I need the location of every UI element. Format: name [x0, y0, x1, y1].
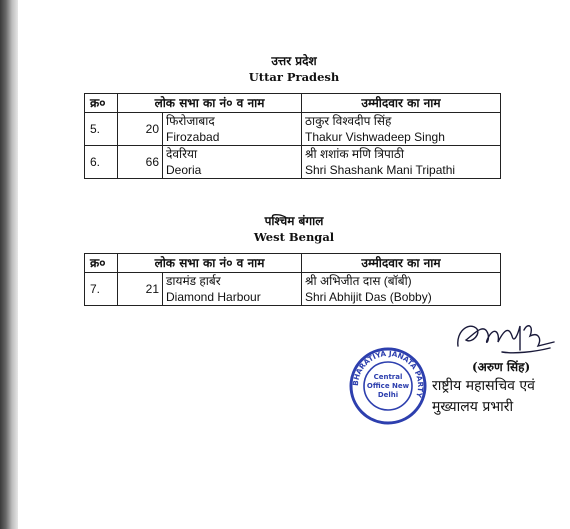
row-candidate-name: [302, 113, 501, 146]
table-header-row: [85, 254, 501, 273]
candidate-table-west-bengal: [84, 253, 501, 306]
row-candidate-name: [302, 146, 501, 179]
section-title-west-bengal-en: West Bengal: [253, 230, 335, 244]
candidate-name-en: Shri Shashank Mani Tripathi: [305, 163, 456, 177]
section-title-uttar-pradesh-hi: उत्तर प्रदेश: [271, 54, 317, 68]
seal-outer-text: BHARATIYA JANATA PARTY: [350, 348, 426, 399]
row-candidate-name: [302, 273, 501, 306]
header-constituency: लोक सभा का नं० व नाम: [118, 254, 302, 273]
section-title-west-bengal-hi: पश्चिम बंगाल: [264, 214, 324, 228]
document-page: [18, 0, 570, 529]
table-header-row: [85, 94, 501, 113]
header-serial: क्र०: [85, 254, 118, 273]
constituency-name-hi: देवरिया: [166, 147, 198, 161]
row-constituency-number: 20: [118, 113, 163, 146]
header-candidate: उम्मीदवार का नाम: [302, 254, 501, 273]
constituency-name-hi: फिरोजाबाद: [166, 114, 215, 128]
table-row: [85, 273, 501, 306]
row-serial: 7.: [85, 273, 118, 306]
header-serial: क्र०: [85, 94, 118, 113]
candidate-name-en: Shri Abhijit Das (Bobby): [305, 290, 432, 304]
signature-block: [348, 316, 568, 426]
row-constituency-name: [163, 273, 302, 306]
constituency-name-hi: डायमंड हार्बर: [166, 274, 221, 288]
candidate-name-hi: श्री शशांक मणि त्रिपाठी: [305, 147, 404, 161]
signatory-name: (अरुण सिंह): [472, 360, 531, 374]
section-title-uttar-pradesh-en: Uttar Pradesh: [248, 70, 340, 84]
handwritten-signature: [454, 316, 558, 360]
constituency-name-en: Firozabad: [166, 130, 220, 144]
row-constituency-name: [163, 146, 302, 179]
constituency-name-en: Diamond Harbour: [166, 290, 261, 304]
page-binding-edge: [0, 0, 18, 529]
seal-inner-text: Central Office New Delhi: [366, 373, 410, 399]
table-row: [85, 146, 501, 179]
party-seal-stamp: [348, 346, 428, 426]
designation-line-1: राष्ट्रीय महासचिव एवं: [432, 378, 535, 394]
table-row: [85, 113, 501, 146]
row-constituency-number: 66: [118, 146, 163, 179]
header-candidate: उम्मीदवार का नाम: [302, 94, 501, 113]
header-constituency: लोक सभा का नं० व नाम: [118, 94, 302, 113]
constituency-name-en: Deoria: [166, 163, 202, 177]
row-serial: 6.: [85, 146, 118, 179]
signatory-designation: [432, 376, 535, 418]
candidate-name-en: Thakur Vishwadeep Singh: [305, 130, 445, 144]
designation-line-2: मुख्यालय प्रभारी: [432, 399, 514, 415]
row-serial: 5.: [85, 113, 118, 146]
candidate-name-hi: श्री अभिजीत दास (बॉबी): [305, 274, 412, 288]
candidate-name-hi: ठाकुर विश्वदीप सिंह: [305, 114, 392, 128]
row-constituency-name: [163, 113, 302, 146]
row-constituency-number: 21: [118, 273, 163, 306]
candidate-table-uttar-pradesh: [84, 93, 501, 179]
